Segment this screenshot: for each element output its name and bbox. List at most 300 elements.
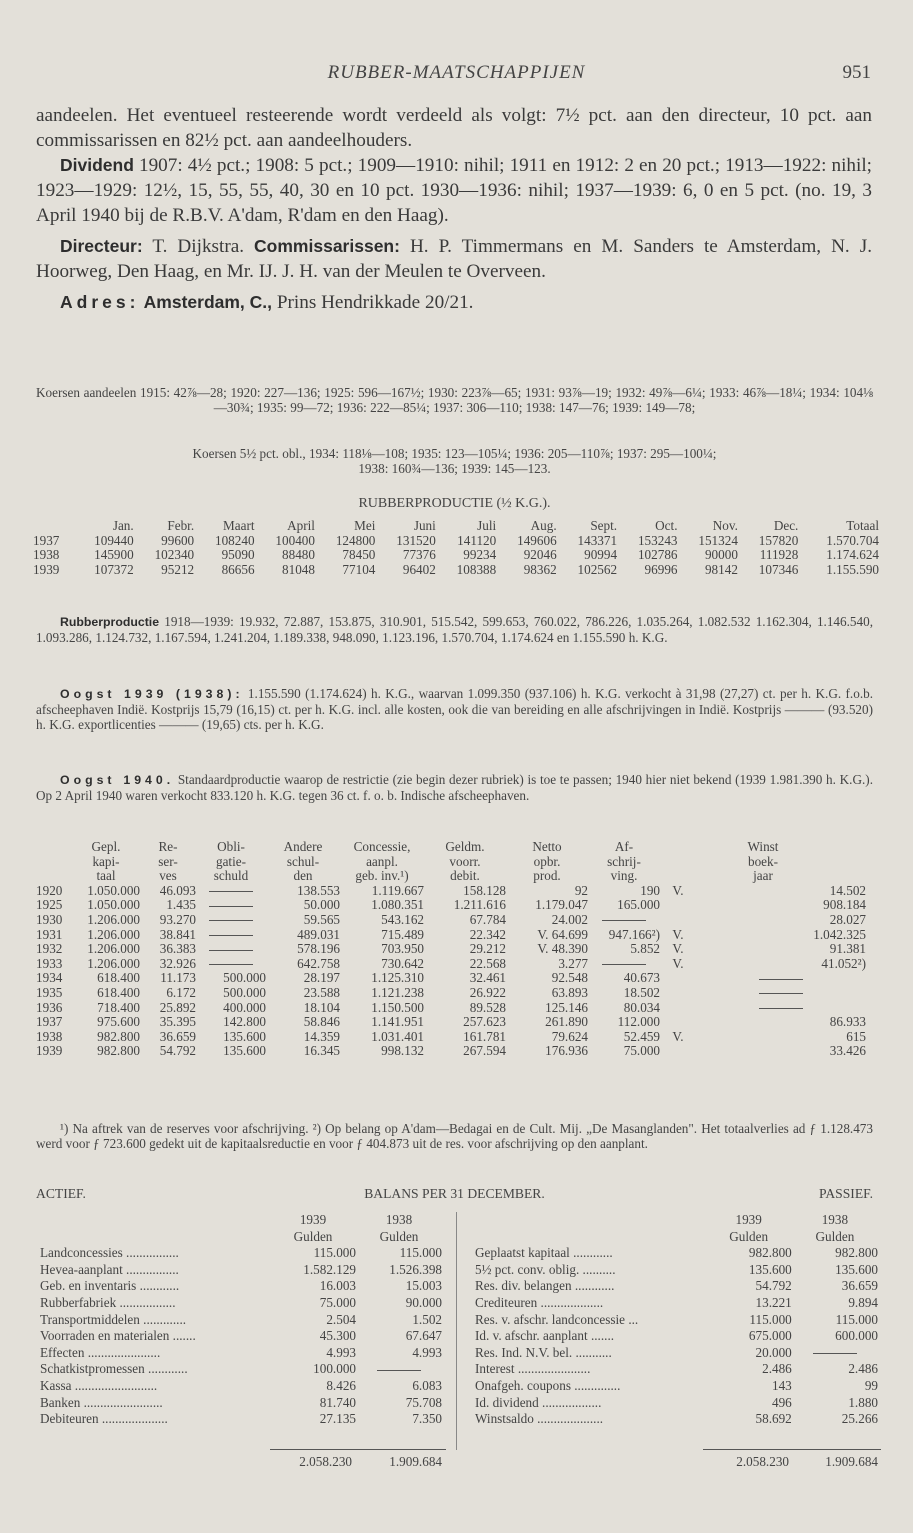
column-header: Oct. <box>655 518 678 533</box>
balance-value: 20.000 <box>755 1344 792 1360</box>
harvest-1940-text: Standaardproductie waarop de restrictie (zie begin dezer rubriek) is toe te passen; 1940 hier niet bekend (1939 1.981.390 h. K.G.). Op 2 April 1940 waren verkocht 833.120 h. K.G. tegen 36 ct. f. o. b. Indische afscheephaven. <box>36 772 873 804</box>
balance-value: 1.582.129 <box>303 1261 356 1277</box>
column-header: kapi- <box>92 853 120 869</box>
table-cell: 908.184 <box>823 897 866 913</box>
table-cell: 109440 <box>94 532 134 548</box>
table-cell: 29.212 <box>469 941 506 957</box>
table-cell: 35.395 <box>159 1014 196 1030</box>
table-cell: 86.933 <box>829 1014 866 1030</box>
table-cell: 99600 <box>161 532 195 548</box>
balance-value: 75.000 <box>319 1294 356 1310</box>
balance-value: 25.266 <box>841 1411 878 1427</box>
column-header: Febr. <box>167 518 195 533</box>
balance-value: 58.692 <box>755 1411 792 1427</box>
dash-cell <box>196 957 266 972</box>
table-cell: 91.381 <box>829 941 866 957</box>
dividend-paragraph <box>36 153 872 228</box>
balance-value: 27.135 <box>319 1411 356 1427</box>
dash-rule <box>209 964 253 965</box>
balance-item-label: Res. div. belangen ............ <box>475 1278 615 1294</box>
balance-item-label: 5½ pct. conv. oblig. .......... <box>475 1261 616 1277</box>
balance-value: 675.000 <box>748 1328 792 1344</box>
table-row <box>36 884 866 899</box>
table-cell: 161.781 <box>463 1028 506 1044</box>
table-cell: 1.179.047 <box>535 897 588 913</box>
running-header <box>0 62 913 88</box>
table-cell: 98362 <box>523 561 557 577</box>
row-year: 1939 <box>33 561 60 577</box>
balance-row <box>475 1361 878 1378</box>
column-header: ving. <box>610 868 638 884</box>
table-cell: 33.426 <box>829 1043 866 1059</box>
table-cell: 79.624 <box>551 1028 588 1044</box>
balance-value: 4.993 <box>326 1344 356 1360</box>
balance-value: 115.000 <box>399 1245 442 1261</box>
balance-item-label: Onafgeh. coupons .............. <box>475 1377 621 1393</box>
table-cell: 18.104 <box>303 999 340 1015</box>
balance-item-label: Crediteuren ................... <box>475 1294 604 1310</box>
balance-item-label: Res. v. afschr. landconcessie ... <box>475 1311 639 1327</box>
balance-item-label: Landconcessies ................ <box>40 1245 179 1261</box>
column-header: Juni <box>413 518 436 533</box>
year-header: 1938 <box>821 1212 849 1227</box>
balance-title: BALANS PER 31 DECEMBER. <box>364 1186 545 1201</box>
year-header-row <box>475 1212 878 1229</box>
balance-row <box>40 1361 442 1378</box>
actief-label: ACTIEF. <box>36 1186 86 1201</box>
balance-item-label: Res. Ind. N.V. bel. ........... <box>475 1344 612 1360</box>
column-header: April <box>287 518 315 533</box>
table-cell: 1.155.590 <box>826 561 879 577</box>
balance-item-label: Debiteuren .................... <box>40 1411 168 1427</box>
table-cell: 96402 <box>402 561 436 577</box>
balance-value: 100.000 <box>313 1361 356 1377</box>
table-cell: 22.342 <box>469 926 506 942</box>
table-cell: 102340 <box>154 547 195 563</box>
table-row <box>36 913 866 928</box>
table-cell: 50.000 <box>303 897 340 913</box>
table-cell: 24.002 <box>551 911 588 927</box>
table-cell: 80.034 <box>623 999 660 1015</box>
table-cell: 138.553 <box>297 882 340 898</box>
table-cell <box>660 1001 696 1016</box>
table-cell: 578.196 <box>297 941 340 957</box>
table-cell: 38.841 <box>159 926 196 942</box>
table-row <box>36 957 866 972</box>
balance-row <box>475 1328 878 1345</box>
year-header: 1939 <box>299 1212 327 1227</box>
balance-item-label: Winstsaldo .................... <box>475 1411 604 1427</box>
table-cell <box>660 913 696 928</box>
production-history-text: 1918—1939: 19.932, 72.887, 153.875, 310.901, 515.542, 599.653, 760.022, 786.226, 1.035.264, 1.082.532 1.162.304, 1.146.540, 1.093.286, 1.124.732, 1.167.594, 1.241.204, 1.189.338, 948.090, 1.123.196, 1.570.704, 1.174.624 en 1.155.590 h. K.G. <box>36 614 873 646</box>
table-header-row <box>36 855 866 870</box>
balance-item-label: Geb. en inventaris ............ <box>40 1278 180 1294</box>
table-cell: 88480 <box>282 547 315 563</box>
address-label: Adres: <box>60 292 140 312</box>
row-year: 1937 <box>33 532 60 548</box>
table-cell: 102786 <box>637 547 678 563</box>
table-cell: V. <box>672 941 684 957</box>
balance-value: 9.894 <box>848 1294 878 1310</box>
blank-cell <box>40 1229 270 1246</box>
table-cell: 14.502 <box>829 882 866 898</box>
table-cell: 1.141.951 <box>371 1014 424 1030</box>
table-cell: 1.206.000 <box>87 926 140 942</box>
table-row <box>36 1015 866 1030</box>
table-cell: 1.031.401 <box>371 1028 424 1044</box>
table-row <box>33 548 879 563</box>
balance-item-label: Id. v. afschr. aanplant ....... <box>475 1328 615 1344</box>
table-cell: 41.052²) <box>821 955 866 971</box>
dash-rule <box>602 964 646 965</box>
table-cell: 141120 <box>457 532 497 548</box>
table-cell: V. <box>672 882 684 898</box>
table-cell: 158.128 <box>463 882 506 898</box>
dash-rule <box>209 906 253 907</box>
table-cell: 46.093 <box>159 882 196 898</box>
balance-row <box>40 1395 442 1412</box>
balance-row <box>40 1245 442 1262</box>
balance-value: 982.800 <box>835 1245 878 1261</box>
balance-value: 115.000 <box>835 1311 878 1327</box>
table-cell: 28.197 <box>303 970 340 986</box>
table-row <box>36 898 866 913</box>
dash-cell <box>196 913 266 928</box>
balance-item-label: Geplaatst kapitaal ............ <box>475 1245 613 1261</box>
address-city: Amsterdam, C., <box>139 292 273 312</box>
table-cell: 92.548 <box>551 970 588 986</box>
dash-cell <box>588 957 660 972</box>
table-cell: 124800 <box>335 532 376 548</box>
row-year: 1934 <box>36 970 63 986</box>
table-cell: 111928 <box>759 547 799 563</box>
balance-item-label: Schatkistpromessen ............ <box>40 1361 188 1377</box>
column-header: taal <box>96 868 116 884</box>
balance-value: 67.647 <box>405 1328 442 1344</box>
table-cell: V. <box>672 1028 684 1044</box>
balance-item-label: Hevea-aanplant ................ <box>40 1261 179 1277</box>
table-cell: V. <box>672 955 684 971</box>
column-header <box>33 519 73 534</box>
assets-total-1939: 2.058.230 <box>299 1454 352 1469</box>
table-cell: 108240 <box>214 532 255 548</box>
table-cell: 718.400 <box>97 999 140 1015</box>
table-cell: 36.383 <box>159 941 196 957</box>
column-header: den <box>293 868 313 884</box>
table-cell: 143371 <box>577 532 618 548</box>
row-year: 1925 <box>36 897 63 913</box>
column-header: Winst <box>747 839 779 854</box>
table-cell: 500.000 <box>223 970 266 986</box>
intro-block <box>36 103 872 315</box>
harvest-1940-label: Oogst 1940. <box>60 773 175 787</box>
management-paragraph <box>36 234 872 284</box>
dash-rule <box>759 993 803 994</box>
table-cell: 1.174.624 <box>826 547 879 563</box>
directeur-label: Directeur: <box>60 236 143 256</box>
passief-header: PASSIEF. <box>819 1186 873 1201</box>
row-year: 1935 <box>36 984 63 1000</box>
table-cell: 151324 <box>698 532 738 548</box>
table-cell: 59.565 <box>303 911 340 927</box>
balance-liabilities-table <box>475 1212 878 1428</box>
table-cell: 52.459 <box>623 1028 660 1044</box>
table-cell: 86656 <box>221 561 255 577</box>
table-cell: 99234 <box>463 547 497 563</box>
table-cell: 165.000 <box>617 897 660 913</box>
table-row <box>33 534 879 549</box>
table-cell: 77376 <box>402 547 436 563</box>
column-header: prod. <box>533 868 561 884</box>
row-year: 1938 <box>36 1028 63 1044</box>
table-cell: 400.000 <box>223 999 266 1015</box>
balance-item-label: Kassa ......................... <box>40 1377 158 1393</box>
table-cell: 1.121.238 <box>371 984 424 1000</box>
liabilities-total-1939: 2.058.230 <box>736 1454 789 1469</box>
balance-value: 7.350 <box>412 1411 442 1427</box>
column-header <box>36 840 72 855</box>
financial-results-table <box>36 840 866 1059</box>
column-header: debit. <box>450 868 480 884</box>
table-cell: 267.594 <box>463 1043 506 1059</box>
table-cell: 261.890 <box>545 1014 588 1030</box>
table-cell: 157820 <box>758 532 799 548</box>
year-header: 1938 <box>385 1212 413 1227</box>
table-cell: 98142 <box>704 561 738 577</box>
harvest-1940-note <box>36 772 873 803</box>
row-year: 1936 <box>36 999 63 1015</box>
harvest-1939-note <box>36 686 873 733</box>
column-header: schrij- <box>607 853 641 869</box>
directeur-text: T. Dijkstra. <box>142 236 255 257</box>
column-header <box>36 855 72 870</box>
row-year: 1920 <box>36 882 63 898</box>
balance-row <box>475 1245 878 1262</box>
balance-value: 99 <box>864 1377 878 1393</box>
harvest-1939-label: Oogst 1939 (1938): <box>60 687 244 701</box>
table-cell: 975.600 <box>97 1014 140 1030</box>
table-cell: 77104 <box>342 561 376 577</box>
unit-header-row <box>475 1229 878 1246</box>
table-cell: 107346 <box>758 561 799 577</box>
table-cell: 100400 <box>275 532 315 548</box>
commissarissen-text: H. P. Timmermans en M. Sanders te Amsterdam, N. J. Hoorweg, Den Haag, en Mr. IJ. J. H. van der Meulen te Overveen. <box>36 236 872 282</box>
column-header: ser- <box>158 853 178 869</box>
column-header: aanpl. <box>366 853 398 869</box>
dash-cell <box>696 971 866 986</box>
table-cell: 642.758 <box>297 955 340 971</box>
column-header <box>36 869 72 884</box>
column-header: Af- <box>614 839 634 854</box>
production-history-label: Rubberproductie <box>60 615 160 629</box>
table-cell: 102562 <box>577 561 618 577</box>
table-cell: 1.206.000 <box>87 941 140 957</box>
column-header: Aug. <box>530 518 557 533</box>
column-header: Re- <box>158 839 178 854</box>
table-cell: 998.132 <box>381 1043 424 1059</box>
table-cell: 28.027 <box>829 911 866 927</box>
dash-rule <box>209 950 253 951</box>
balance-item-label: Rubberfabriek ................. <box>40 1294 176 1310</box>
balance-row <box>40 1278 442 1295</box>
dividend-label: Dividend <box>60 155 134 175</box>
table-cell: 90994 <box>584 547 618 563</box>
balance-divider <box>456 1212 457 1450</box>
balance-value: 15.003 <box>405 1278 442 1294</box>
unit-header: Gulden <box>293 1228 333 1244</box>
table-cell: 543.162 <box>381 911 424 927</box>
dash-cell <box>196 898 266 913</box>
column-header: Maart <box>223 518 255 533</box>
balance-value: 496 <box>771 1394 792 1410</box>
commissarissen-label: Commissarissen: <box>254 236 400 256</box>
column-header: Nov. <box>712 518 738 533</box>
production-table <box>33 519 879 577</box>
balance-row <box>40 1328 442 1345</box>
blank-cell <box>40 1212 270 1229</box>
table-cell: 3.277 <box>558 955 588 971</box>
table-cell: 75.000 <box>623 1043 660 1059</box>
table-cell: 153243 <box>637 532 678 548</box>
table-cell: V. 48.390 <box>537 941 588 957</box>
table-header-row <box>36 869 866 884</box>
column-header: Mei <box>354 518 376 533</box>
table-cell: 618.400 <box>97 984 140 1000</box>
table-cell: 25.892 <box>159 999 196 1015</box>
table-cell: 149606 <box>517 532 557 548</box>
address-text: Prins Hendrikkade 20/21. <box>272 292 474 313</box>
dash-cell <box>792 1345 878 1362</box>
column-header: Jan. <box>112 518 134 533</box>
table-cell: 22.568 <box>469 955 506 971</box>
balance-value: 2.504 <box>326 1311 356 1327</box>
year-header: 1939 <box>735 1212 762 1227</box>
balance-row <box>40 1312 442 1329</box>
table-cell: 6.172 <box>166 984 196 1000</box>
table-cell: 95212 <box>161 561 195 577</box>
table-cell: 23.588 <box>303 984 340 1000</box>
table-cell: 16.345 <box>303 1043 340 1059</box>
table-row <box>36 1001 866 1016</box>
row-year: 1937 <box>36 1014 63 1030</box>
dash-cell <box>696 1001 866 1016</box>
column-header: gatie- <box>215 853 247 869</box>
table-cell: 32.926 <box>159 955 196 971</box>
table-row <box>36 942 866 957</box>
balance-value: 115.000 <box>313 1245 356 1261</box>
liabilities-total-rule <box>703 1449 881 1450</box>
bond-quotes <box>36 446 873 476</box>
blank-cell <box>475 1229 706 1246</box>
balance-value: 600.000 <box>835 1328 878 1344</box>
balance-row <box>40 1262 442 1279</box>
balance-value: 143 <box>771 1377 792 1393</box>
balance-value: 2.486 <box>762 1361 792 1377</box>
column-header: geb. inv.¹) <box>355 868 409 884</box>
column-header: Gepl. <box>91 839 121 854</box>
unit-header-row <box>40 1229 442 1246</box>
liabilities-total-1938: 1.909.684 <box>825 1454 878 1469</box>
table-header-row <box>36 840 866 855</box>
table-cell: 40.673 <box>623 970 660 986</box>
balance-row <box>475 1378 878 1395</box>
balance-value: 13.221 <box>755 1294 792 1310</box>
table-cell: 92046 <box>523 547 557 563</box>
blank-cell <box>475 1212 706 1229</box>
balance-value: 1.880 <box>848 1394 878 1410</box>
column-header: Juli <box>477 518 497 533</box>
table-cell: 36.659 <box>159 1028 196 1044</box>
unit-header: Gulden <box>729 1228 769 1244</box>
address-paragraph <box>36 290 872 315</box>
column-header: schul- <box>286 853 320 869</box>
column-header: ves <box>159 868 177 884</box>
table-cell: V. <box>672 926 684 942</box>
dividend-text: 1907: 4½ pct.; 1908: 5 pct.; 1909—1910: nihil; 1911 en 1912: 2 en 20 pct.; 1913—1922: nihil; 1923—1929: 12½, 15, 55, 55, 40, 30 en 10 pct. 1930—1936: nihil; 1937—1939: 6, 0 en 5 pct. (no. 19, 3 April 1940 bij de R.B.V. A'dam, R'dam en den Haag). <box>36 155 872 226</box>
dash-rule <box>759 1008 803 1009</box>
balance-row <box>475 1411 878 1428</box>
table-cell: 982.800 <box>97 1028 140 1044</box>
table-cell <box>660 986 696 1001</box>
table-cell: 92 <box>574 882 588 898</box>
table-cell: 96996 <box>644 561 678 577</box>
table-cell: 93.270 <box>159 911 196 927</box>
table-cell: 1.211.616 <box>453 897 506 913</box>
column-header: voorr. <box>449 853 481 869</box>
balance-item-label: Banken ........................ <box>40 1394 163 1410</box>
balance-row <box>40 1378 442 1395</box>
dash-rule <box>602 920 646 921</box>
balance-assets-table <box>40 1212 442 1428</box>
dash-rule <box>759 979 803 980</box>
table-row <box>36 928 866 943</box>
column-header: Geldm. <box>445 839 485 854</box>
balance-value: 982.800 <box>748 1245 792 1261</box>
production-history <box>36 614 873 645</box>
table-cell <box>660 1044 696 1059</box>
table-cell: 67.784 <box>469 911 506 927</box>
table-cell: 63.893 <box>551 984 588 1000</box>
balance-row <box>40 1345 442 1362</box>
dash-cell <box>588 913 660 928</box>
table-cell: 257.623 <box>463 1014 506 1030</box>
table-cell: 703.950 <box>381 941 424 957</box>
table-cell: 142.800 <box>223 1014 266 1030</box>
column-header: Andere <box>283 839 323 854</box>
harvest-1939-text: 1.155.590 (1.174.624) h. K.G., waarvan 1.099.350 (937.106) h. K.G. verkocht à 31,98 (27,27) ct. per h. K.G. f.o.b. afscheephaven Indië. Kostprijs 15,79 (16,15) ct. per h. K.G. incl. alle kosten, ook die van bereiding en alle afschrijvingen in Indië. Kostprijs ——— (93.520) h. K.G. exportlicenties ——— (19,65) cts. per h. K.G. <box>36 686 874 733</box>
table-cell: 131520 <box>396 532 436 548</box>
table-cell: 135.600 <box>223 1028 266 1044</box>
dash-cell <box>196 884 266 899</box>
balance-value: 16.003 <box>319 1278 356 1294</box>
table-cell: 14.359 <box>303 1028 340 1044</box>
table-cell: 5.852 <box>630 941 660 957</box>
table-cell: 190 <box>640 882 660 898</box>
balance-item-label: Effecten ...................... <box>40 1344 161 1360</box>
balance-item-label: Transportmiddelen ............. <box>40 1311 187 1327</box>
balance-value: 36.659 <box>841 1278 878 1294</box>
table-cell: 145900 <box>94 547 134 563</box>
table-cell: 89.528 <box>469 999 506 1015</box>
table-cell: 1.050.000 <box>87 882 140 898</box>
balance-item-label: Interest ...................... <box>475 1361 591 1377</box>
share-quotes: Koersen aandeelen 1915: 42⅞—28; 1920: 227—136; 1925: 596—167½; 1930: 223⅞—65; 1931: 93⅞—19; 1932: 49⅞—6¼; 1933: 46⅞—18¼; 1934: 104⅛—30¾; 1935: 99—72; 1936: 222—85¼; 1937: 306—110; 1938: 147—76; 1939: 149—78; <box>36 385 873 416</box>
balance-row <box>475 1278 878 1295</box>
table-cell: 32.461 <box>469 970 506 986</box>
balance-row <box>40 1295 442 1312</box>
table-cell: 1.119.667 <box>371 882 424 898</box>
bond-quotes-line-1: Koersen 5½ pct. obl., 1934: 118⅛—108; 1935: 123—105¼; 1936: 205—110⅞; 1937: 295—100¼; <box>192 446 717 461</box>
